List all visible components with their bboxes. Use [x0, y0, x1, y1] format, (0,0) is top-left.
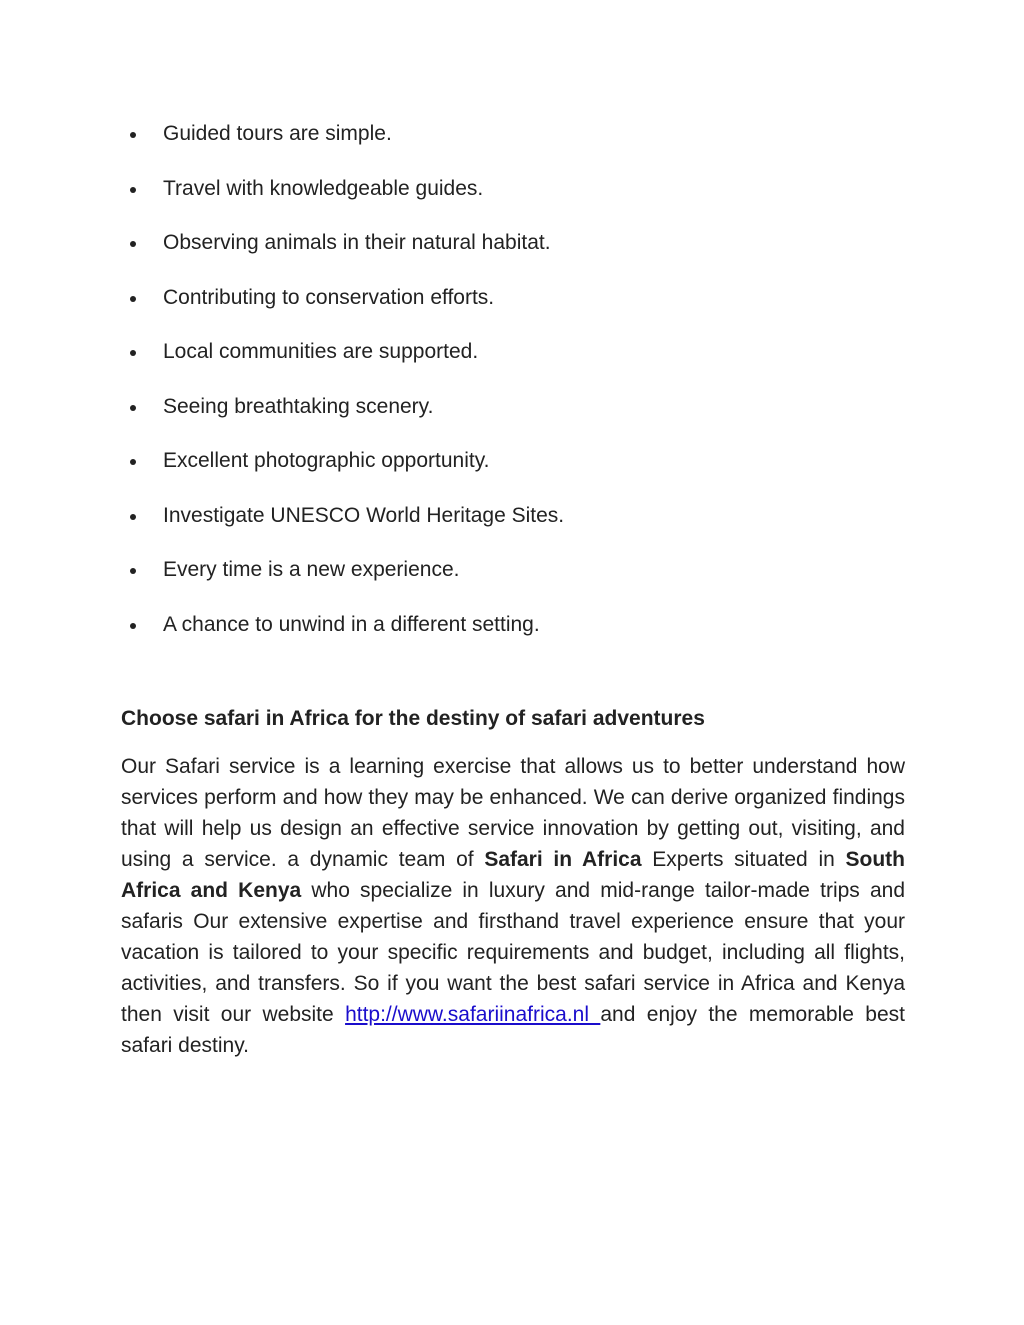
bullet-icon [130, 514, 136, 520]
list-item [0, 556, 1024, 611]
list-item [0, 338, 1024, 393]
list-item-text: Investigate UNESCO World Heritage Sites. [163, 503, 565, 527]
list-item [0, 393, 1024, 448]
list-item-text: Guided tours are simple. [163, 122, 392, 145]
bullet-icon [130, 405, 136, 411]
list-item [0, 611, 1024, 666]
list-item [0, 229, 1024, 284]
list-item-text: Seeing breathtaking scenery. [163, 394, 434, 418]
benefits-list [0, 120, 1024, 665]
list-item [0, 284, 1024, 339]
list-item [0, 447, 1024, 502]
location-name: South Africa and Kenya [121, 848, 905, 902]
paragraph-text: Experts situated in [641, 848, 846, 871]
bullet-icon [130, 459, 136, 465]
list-item-text: Travel with knowledgeable guides. [163, 176, 484, 200]
list-item [0, 175, 1024, 230]
website-link[interactable]: http://www.safariinafrica.nl [345, 1003, 601, 1026]
brand-name: Safari in Africa [484, 848, 642, 871]
bullet-icon [130, 187, 136, 193]
list-item-text: Observing animals in their natural habitat. [163, 231, 551, 254]
list-item-text: A chance to unwind in a different setting. [163, 612, 540, 636]
bullet-icon [130, 132, 136, 138]
list-item-text: Local communities are supported. [163, 340, 479, 363]
paragraph-text: who specialize in luxury and mid-range tailor-made trips and safaris Our extensive expertise and firsthand travel experience ensure that your vacation is tailored to your specific requirements and budget, including all flights, activities, and transfers. So if you want the best safari service in Africa and Kenya then visit our website [121, 879, 905, 1026]
body-paragraph [121, 751, 905, 1061]
list-item-text: Excellent photographic opportunity. [163, 449, 490, 472]
list-item-text: Every time is a new experience. [163, 558, 460, 581]
section-heading: Choose safari in Africa for the destiny of safari adventures [121, 707, 705, 730]
bullet-icon [130, 623, 136, 629]
bullet-icon [130, 296, 136, 302]
paragraph-text: and enjoy the memorable best safari destiny. [121, 1003, 905, 1057]
list-item [0, 502, 1024, 557]
bullet-icon [130, 241, 136, 247]
bullet-icon [130, 350, 136, 356]
list-item-text: Contributing to conservation efforts. [163, 285, 495, 309]
bullet-icon [130, 568, 136, 574]
list-item [0, 120, 1024, 175]
paragraph-text: Our Safari service is a learning exercise that allows us to better understand how services perform and how they may be enhanced. We can derive organized findings that will help us design an effective service innovation by getting out, visiting, and using a service. a dynamic team of [121, 755, 905, 871]
